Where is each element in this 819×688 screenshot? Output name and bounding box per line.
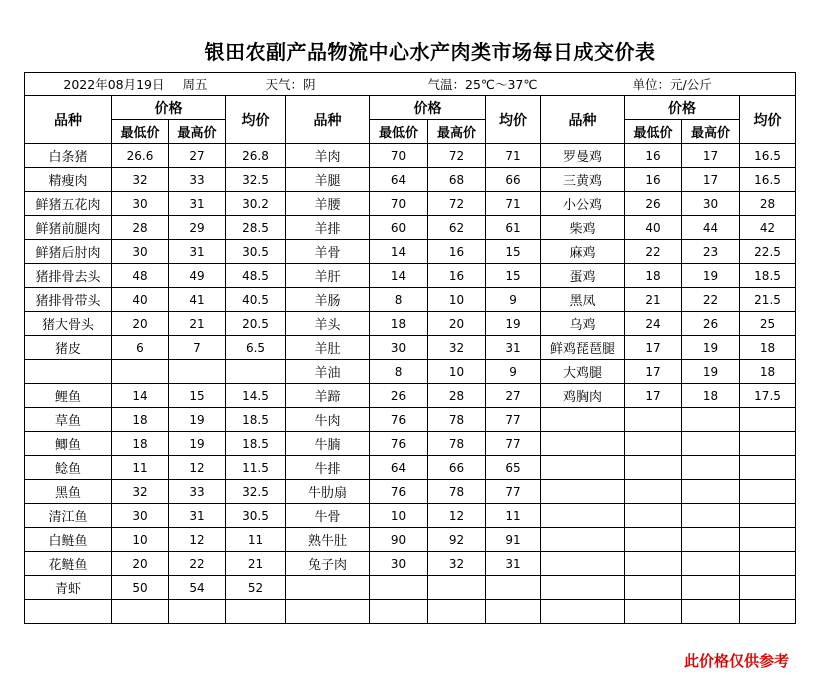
col-low-3: 最低价: [625, 120, 682, 144]
price-high-cell: 32: [428, 336, 486, 360]
variety-cell: 柴鸡: [541, 216, 625, 240]
price-low-cell: 18: [112, 432, 169, 456]
price-low-cell: 64: [370, 456, 428, 480]
price-avg-cell: 17.5: [740, 384, 796, 408]
variety-cell: 猪排骨去头: [25, 264, 112, 288]
col-variety-1: 品种: [25, 96, 112, 144]
variety-cell: 花鲢鱼: [25, 552, 112, 576]
price-high-cell: 19: [682, 264, 740, 288]
price-low-cell: 17: [625, 360, 682, 384]
variety-cell: 牛肉: [286, 408, 370, 432]
price-avg-cell: [226, 360, 286, 384]
info-row: [25, 73, 796, 96]
price-avg-cell: [740, 432, 796, 456]
variety-cell: [541, 528, 625, 552]
price-low-cell: [112, 360, 169, 384]
price-avg-cell: [740, 456, 796, 480]
price-low-cell: 48: [112, 264, 169, 288]
col-avg-3: 均价: [740, 96, 796, 144]
price-avg-cell: 18.5: [226, 432, 286, 456]
table-row: [25, 240, 796, 264]
price-low-cell: [112, 600, 169, 624]
price-high-cell: 78: [428, 408, 486, 432]
price-high-cell: 17: [682, 144, 740, 168]
price-avg-cell: [740, 504, 796, 528]
table-row: [25, 288, 796, 312]
price-avg-cell: 25: [740, 312, 796, 336]
price-high-cell: 72: [428, 144, 486, 168]
price-low-cell: 16: [625, 168, 682, 192]
price-high-cell: 27: [169, 144, 226, 168]
table-row: [25, 360, 796, 384]
col-avg-1: 均价: [226, 96, 286, 144]
price-avg-cell: 66: [486, 168, 541, 192]
price-low-cell: 26: [625, 192, 682, 216]
price-low-cell: 76: [370, 432, 428, 456]
price-avg-cell: 27: [486, 384, 541, 408]
price-low-cell: 16: [625, 144, 682, 168]
price-low-cell: 30: [112, 192, 169, 216]
col-avg-2: 均价: [486, 96, 541, 144]
price-high-cell: 22: [682, 288, 740, 312]
price-high-cell: 15: [169, 384, 226, 408]
col-variety-3: 品种: [541, 96, 625, 144]
price-low-cell: 18: [370, 312, 428, 336]
price-high-cell: 44: [682, 216, 740, 240]
variety-cell: 猪皮: [25, 336, 112, 360]
variety-cell: 鲫鱼: [25, 432, 112, 456]
price-low-cell: 20: [112, 552, 169, 576]
variety-cell: [541, 432, 625, 456]
price-avg-cell: 32.5: [226, 168, 286, 192]
price-avg-cell: 52: [226, 576, 286, 600]
price-high-cell: 78: [428, 480, 486, 504]
table-row: [25, 480, 796, 504]
price-low-cell: [625, 528, 682, 552]
variety-cell: 鲜鸡琵琶腿: [541, 336, 625, 360]
price-low-cell: [625, 408, 682, 432]
price-high-cell: 30: [682, 192, 740, 216]
header-row-1: [25, 96, 796, 120]
price-high-cell: 31: [169, 192, 226, 216]
price-avg-cell: [740, 600, 796, 624]
price-high-cell: [169, 600, 226, 624]
variety-cell: 鲜猪五花肉: [25, 192, 112, 216]
price-high-cell: 33: [169, 480, 226, 504]
price-low-cell: [625, 480, 682, 504]
price-high-cell: 22: [169, 552, 226, 576]
price-avg-cell: 11: [226, 528, 286, 552]
table-row: [25, 216, 796, 240]
variety-cell: 鲜猪前腿肉: [25, 216, 112, 240]
col-low-1: 最低价: [112, 120, 169, 144]
price-low-cell: 76: [370, 408, 428, 432]
variety-cell: 黑鱼: [25, 480, 112, 504]
price-low-cell: [625, 576, 682, 600]
table-row: [25, 552, 796, 576]
price-avg-cell: [486, 576, 541, 600]
price-high-cell: [682, 408, 740, 432]
price-low-cell: 18: [625, 264, 682, 288]
price-high-cell: [428, 600, 486, 624]
price-low-cell: 8: [370, 288, 428, 312]
price-avg-cell: 9: [486, 360, 541, 384]
variety-cell: 精瘦肉: [25, 168, 112, 192]
price-low-cell: 11: [112, 456, 169, 480]
price-low-cell: 14: [370, 264, 428, 288]
price-table: [24, 72, 796, 624]
price-avg-cell: 61: [486, 216, 541, 240]
variety-cell: 青虾: [25, 576, 112, 600]
price-low-cell: 64: [370, 168, 428, 192]
price-avg-cell: 28: [740, 192, 796, 216]
variety-cell: 草鱼: [25, 408, 112, 432]
variety-cell: [25, 600, 112, 624]
price-high-cell: 19: [682, 336, 740, 360]
price-avg-cell: 42: [740, 216, 796, 240]
table-row: [25, 336, 796, 360]
price-low-cell: 30: [370, 552, 428, 576]
price-avg-cell: 26.8: [226, 144, 286, 168]
price-high-cell: 17: [682, 168, 740, 192]
variety-cell: [286, 576, 370, 600]
price-high-cell: 72: [428, 192, 486, 216]
price-high-cell: 10: [428, 288, 486, 312]
price-high-cell: 92: [428, 528, 486, 552]
table-row: [25, 432, 796, 456]
price-high-cell: 78: [428, 432, 486, 456]
price-avg-cell: 16.5: [740, 144, 796, 168]
price-avg-cell: 20.5: [226, 312, 286, 336]
price-high-cell: [169, 360, 226, 384]
variety-cell: 鲶鱼: [25, 456, 112, 480]
col-price-2: 价格: [370, 96, 486, 120]
price-high-cell: [682, 528, 740, 552]
variety-cell: 牛骨: [286, 504, 370, 528]
price-high-cell: [682, 504, 740, 528]
price-high-cell: 19: [169, 408, 226, 432]
variety-cell: 兔子肉: [286, 552, 370, 576]
price-avg-cell: [740, 480, 796, 504]
variety-cell: 羊蹄: [286, 384, 370, 408]
price-avg-cell: 31: [486, 336, 541, 360]
price-high-cell: 31: [169, 240, 226, 264]
price-avg-cell: 18: [740, 336, 796, 360]
variety-cell: [25, 360, 112, 384]
price-avg-cell: 6.5: [226, 336, 286, 360]
variety-cell: 小公鸡: [541, 192, 625, 216]
price-low-cell: 70: [370, 192, 428, 216]
price-low-cell: 76: [370, 480, 428, 504]
price-low-cell: 90: [370, 528, 428, 552]
col-price-3: 价格: [625, 96, 740, 120]
variety-cell: 白鲢鱼: [25, 528, 112, 552]
price-avg-cell: 30.5: [226, 504, 286, 528]
table-row: [25, 504, 796, 528]
variety-cell: 羊肠: [286, 288, 370, 312]
price-avg-cell: 21.5: [740, 288, 796, 312]
price-high-cell: 62: [428, 216, 486, 240]
col-variety-2: 品种: [286, 96, 370, 144]
price-avg-cell: 18: [740, 360, 796, 384]
price-avg-cell: 19: [486, 312, 541, 336]
price-avg-cell: 31: [486, 552, 541, 576]
variety-cell: 鸡胸肉: [541, 384, 625, 408]
price-avg-cell: 18.5: [226, 408, 286, 432]
price-low-cell: 14: [112, 384, 169, 408]
price-low-cell: 32: [112, 168, 169, 192]
variety-cell: 罗曼鸡: [541, 144, 625, 168]
price-avg-cell: 77: [486, 480, 541, 504]
price-low-cell: 26.6: [112, 144, 169, 168]
variety-cell: 鲤鱼: [25, 384, 112, 408]
price-high-cell: 31: [169, 504, 226, 528]
variety-cell: 蛋鸡: [541, 264, 625, 288]
variety-cell: 黑凤: [541, 288, 625, 312]
price-avg-cell: [740, 576, 796, 600]
price-low-cell: [625, 600, 682, 624]
table-row: [25, 408, 796, 432]
price-low-cell: 70: [370, 144, 428, 168]
price-low-cell: 18: [112, 408, 169, 432]
price-high-cell: 41: [169, 288, 226, 312]
price-avg-cell: 16.5: [740, 168, 796, 192]
price-avg-cell: 65: [486, 456, 541, 480]
price-high-cell: 16: [428, 240, 486, 264]
table-row: [25, 264, 796, 288]
variety-cell: 麻鸡: [541, 240, 625, 264]
price-high-cell: [682, 456, 740, 480]
price-low-cell: [625, 504, 682, 528]
price-low-cell: 24: [625, 312, 682, 336]
variety-cell: 鲜猪后肘肉: [25, 240, 112, 264]
variety-cell: 三黄鸡: [541, 168, 625, 192]
price-high-cell: 68: [428, 168, 486, 192]
price-high-cell: 26: [682, 312, 740, 336]
table-row: [25, 384, 796, 408]
variety-cell: [541, 408, 625, 432]
table-row: [25, 312, 796, 336]
variety-cell: [541, 576, 625, 600]
price-low-cell: 30: [370, 336, 428, 360]
price-low-cell: 26: [370, 384, 428, 408]
table-row: [25, 192, 796, 216]
price-avg-cell: [740, 552, 796, 576]
price-high-cell: 49: [169, 264, 226, 288]
variety-cell: 猪大骨头: [25, 312, 112, 336]
price-high-cell: 19: [682, 360, 740, 384]
variety-cell: 猪排骨带头: [25, 288, 112, 312]
price-avg-cell: 30.5: [226, 240, 286, 264]
variety-cell: 羊腰: [286, 192, 370, 216]
price-high-cell: 16: [428, 264, 486, 288]
col-high-2: 最高价: [428, 120, 486, 144]
price-high-cell: 12: [428, 504, 486, 528]
price-high-cell: [428, 576, 486, 600]
variety-cell: 牛排: [286, 456, 370, 480]
variety-cell: 乌鸡: [541, 312, 625, 336]
price-high-cell: 20: [428, 312, 486, 336]
price-high-cell: 66: [428, 456, 486, 480]
price-low-cell: 40: [625, 216, 682, 240]
price-low-cell: 28: [112, 216, 169, 240]
price-low-cell: 22: [625, 240, 682, 264]
table-row: [25, 168, 796, 192]
variety-cell: 羊油: [286, 360, 370, 384]
price-low-cell: 20: [112, 312, 169, 336]
price-avg-cell: 77: [486, 408, 541, 432]
price-avg-cell: 77: [486, 432, 541, 456]
table-row: [25, 144, 796, 168]
price-low-cell: [625, 432, 682, 456]
price-low-cell: 40: [112, 288, 169, 312]
weather: 天气：阴: [265, 77, 316, 92]
price-low-cell: 17: [625, 336, 682, 360]
col-high-1: 最高价: [169, 120, 226, 144]
report-date: 2022年08月19日: [63, 77, 165, 92]
col-high-3: 最高价: [682, 120, 740, 144]
variety-cell: [541, 600, 625, 624]
price-avg-cell: 40.5: [226, 288, 286, 312]
price-high-cell: [682, 480, 740, 504]
price-avg-cell: 71: [486, 144, 541, 168]
price-high-cell: 12: [169, 456, 226, 480]
table-row: [25, 600, 796, 624]
variety-cell: 羊头: [286, 312, 370, 336]
variety-cell: [286, 600, 370, 624]
price-avg-cell: 28.5: [226, 216, 286, 240]
footnote: 此价格仅供参考: [683, 652, 789, 670]
variety-cell: 羊腿: [286, 168, 370, 192]
variety-cell: [541, 456, 625, 480]
price-avg-cell: 15: [486, 264, 541, 288]
price-avg-cell: 15: [486, 240, 541, 264]
price-avg-cell: 9: [486, 288, 541, 312]
price-avg-cell: [226, 600, 286, 624]
price-high-cell: 10: [428, 360, 486, 384]
page-title: 银田农副产品物流中心水产肉类市场每日成交价表: [204, 40, 656, 64]
variety-cell: 羊肚: [286, 336, 370, 360]
price-avg-cell: 71: [486, 192, 541, 216]
variety-cell: 熟牛肚: [286, 528, 370, 552]
price-low-cell: 21: [625, 288, 682, 312]
price-low-cell: 10: [112, 528, 169, 552]
price-avg-cell: 22.5: [740, 240, 796, 264]
price-low-cell: [370, 576, 428, 600]
col-low-2: 最低价: [370, 120, 428, 144]
price-high-cell: 18: [682, 384, 740, 408]
price-high-cell: 19: [169, 432, 226, 456]
variety-cell: 牛腩: [286, 432, 370, 456]
price-low-cell: 30: [112, 240, 169, 264]
price-high-cell: 21: [169, 312, 226, 336]
price-high-cell: [682, 600, 740, 624]
price-avg-cell: 11: [486, 504, 541, 528]
price-low-cell: 17: [625, 384, 682, 408]
price-avg-cell: 11.5: [226, 456, 286, 480]
price-low-cell: 6: [112, 336, 169, 360]
price-avg-cell: 48.5: [226, 264, 286, 288]
price-avg-cell: 18.5: [740, 264, 796, 288]
price-high-cell: 54: [169, 576, 226, 600]
price-low-cell: 60: [370, 216, 428, 240]
price-avg-cell: 14.5: [226, 384, 286, 408]
table-row: [25, 528, 796, 552]
variety-cell: 羊肉: [286, 144, 370, 168]
price-avg-cell: 21: [226, 552, 286, 576]
price-low-cell: 30: [112, 504, 169, 528]
price-avg-cell: 30.2: [226, 192, 286, 216]
variety-cell: 清江鱼: [25, 504, 112, 528]
temperature: 气温：25℃～37℃: [427, 77, 538, 92]
price-avg-cell: 91: [486, 528, 541, 552]
price-high-cell: 23: [682, 240, 740, 264]
table-row: [25, 456, 796, 480]
variety-cell: 羊排: [286, 216, 370, 240]
price-avg-cell: [740, 528, 796, 552]
table-row: [25, 576, 796, 600]
price-high-cell: 32: [428, 552, 486, 576]
price-high-cell: [682, 432, 740, 456]
price-avg-cell: [486, 600, 541, 624]
price-low-cell: [625, 456, 682, 480]
price-low-cell: [370, 600, 428, 624]
price-high-cell: 12: [169, 528, 226, 552]
variety-cell: 白条猪: [25, 144, 112, 168]
variety-cell: [541, 480, 625, 504]
variety-cell: [541, 552, 625, 576]
col-price-1: 价格: [112, 96, 226, 120]
price-low-cell: 10: [370, 504, 428, 528]
price-avg-cell: [740, 408, 796, 432]
price-low-cell: 14: [370, 240, 428, 264]
variety-cell: 羊肝: [286, 264, 370, 288]
price-low-cell: 50: [112, 576, 169, 600]
header-row-2: [25, 120, 796, 144]
price-low-cell: [625, 552, 682, 576]
price-high-cell: [682, 552, 740, 576]
variety-cell: 大鸡腿: [541, 360, 625, 384]
unit-label: 单位：元/公斤: [632, 77, 712, 92]
price-high-cell: 29: [169, 216, 226, 240]
price-low-cell: 32: [112, 480, 169, 504]
price-high-cell: 33: [169, 168, 226, 192]
variety-cell: 牛肋扇: [286, 480, 370, 504]
variety-cell: [541, 504, 625, 528]
price-avg-cell: 32.5: [226, 480, 286, 504]
price-low-cell: 8: [370, 360, 428, 384]
price-high-cell: 7: [169, 336, 226, 360]
variety-cell: 羊骨: [286, 240, 370, 264]
report-weekday: 周五: [182, 77, 208, 92]
price-high-cell: 28: [428, 384, 486, 408]
price-high-cell: [682, 576, 740, 600]
